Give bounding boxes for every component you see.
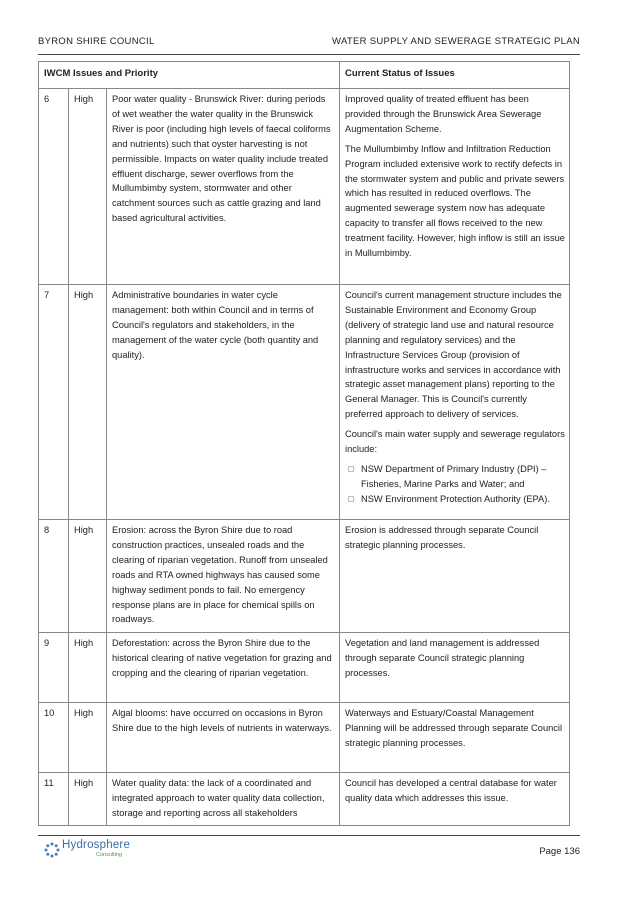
page-header	[38, 36, 580, 55]
status-paragraph: Erosion is addressed through separate Council strategic planning processes.	[345, 525, 539, 550]
row-status	[340, 773, 570, 826]
row-issue: Deforestation: across the Byron Shire due to the historical clearing of native vegetation for grazing and cropping and the clearing of riparian vegetation.	[107, 633, 340, 703]
row-issue: Administrative boundaries in water cycle management: both within Council and in terms of Council's regulators and stakeholders, in the management of the water cycle (both quantity and quality).	[107, 285, 340, 520]
status-paragraph: Vegetation and land management is addressed through separate Council strategic planning processes.	[345, 638, 540, 678]
status-paragraph: Council has developed a central database for water quality data which addresses this issue.	[345, 778, 557, 803]
logo-name: Hydrosphere	[62, 839, 131, 851]
row-priority: High	[69, 285, 107, 520]
row-issue: Erosion: across the Byron Shire due to road construction practices, unsealed roads and the clearing of riparian vegetation. Runoff from unsealed roads and RTA owned highways has caused some highway sediment ponds to fail. No emergency response plans are in place for chemical spills on roadways.	[107, 520, 340, 633]
table-row	[39, 520, 570, 633]
table-row	[39, 703, 570, 773]
hydrosphere-logo	[44, 840, 130, 860]
row-number: 7	[39, 285, 69, 520]
row-priority: High	[69, 773, 107, 826]
issues-table	[38, 61, 570, 826]
row-status	[340, 89, 570, 285]
row-status	[340, 633, 570, 703]
row-number: 6	[39, 89, 69, 285]
row-number: 11	[39, 773, 69, 826]
row-priority: High	[69, 89, 107, 285]
status-paragraph: Council's current management structure includes the Sustainable Environment and Economy Group (delivery of strategic land use and natural resource planning and regulatory services) and the Infrastructure Services Group (provision of infrastructure works and services in accordance with strategic asset management plans) reporting to the General Manager. This is Council's currently preferred approach to delivery of services.	[345, 290, 562, 420]
row-number: 9	[39, 633, 69, 703]
column-header-issues: IWCM Issues and Priority	[39, 62, 340, 89]
row-number: 8	[39, 520, 69, 633]
header-organisation: BYRON SHIRE COUNCIL	[38, 36, 155, 47]
row-status	[340, 520, 570, 633]
row-priority: High	[69, 703, 107, 773]
status-paragraph: The Mullumbimby Inflow and Infiltration Reduction Program included extensive work to rectify defects in the stormwater system and public and private sewers which has resulted in reduced overflows. The augmented sewerage system now has adequate capacity to transfer all flows received to the new treatment facility. However, high inflow is still an issue in Mullumbimby.	[345, 143, 565, 259]
table-row	[39, 285, 570, 520]
list-item	[345, 492, 565, 507]
bullet-icon	[348, 496, 354, 502]
row-status	[340, 285, 570, 520]
logo-subtitle: Consulting	[96, 852, 122, 858]
page-number: Page 136	[539, 846, 580, 857]
row-status	[340, 703, 570, 773]
header-document-title: WATER SUPPLY AND SEWERAGE STRATEGIC PLAN	[332, 36, 580, 47]
list-item	[345, 462, 565, 492]
regulator-list	[345, 462, 565, 507]
row-issue: Poor water quality - Brunswick River: during periods of wet weather the water quality in the Brunswick River is poor (including high levels of faecal coliforms and nutrients) such that oyster harvesting is not permissible. Impacts on water quality include treated effluent discharge, sewer overflows from the Mullumbimby system, stormwater and other catchment sources such as cattle grazing and land based agricultural activities.	[107, 89, 340, 285]
status-paragraph: Improved quality of treated effluent has been provided through the Brunswick Area Sewerage Augmentation Scheme.	[345, 94, 542, 134]
table-row	[39, 633, 570, 703]
list-item-text: NSW Environment Protection Authority (EPA).	[361, 493, 550, 504]
table-row	[39, 89, 570, 285]
row-priority: High	[69, 520, 107, 633]
list-item-text: NSW Department of Primary Industry (DPI) – Fisheries, Marine Parks and Water; and	[361, 463, 547, 489]
row-issue: Algal blooms: have occurred on occasions in Byron Shire due to the high levels of nutrients in waterways.	[107, 703, 340, 773]
bullet-icon	[348, 466, 354, 472]
column-header-status: Current Status of Issues	[340, 62, 570, 89]
footer-divider	[38, 835, 580, 836]
table-header-row	[39, 62, 570, 89]
row-issue: Water quality data: the lack of a coordinated and integrated approach to water quality data collection, storage and reporting across all stakeholders	[107, 773, 340, 826]
row-priority: High	[69, 633, 107, 703]
status-paragraph: Council's main water supply and sewerage regulators include:	[345, 429, 565, 455]
hydrosphere-logo-icon	[44, 842, 60, 858]
table-row	[39, 773, 570, 826]
status-paragraph: Waterways and Estuary/Coastal Management Planning will be addressed through separate Council strategic planning processes.	[345, 708, 563, 748]
row-number: 10	[39, 703, 69, 773]
